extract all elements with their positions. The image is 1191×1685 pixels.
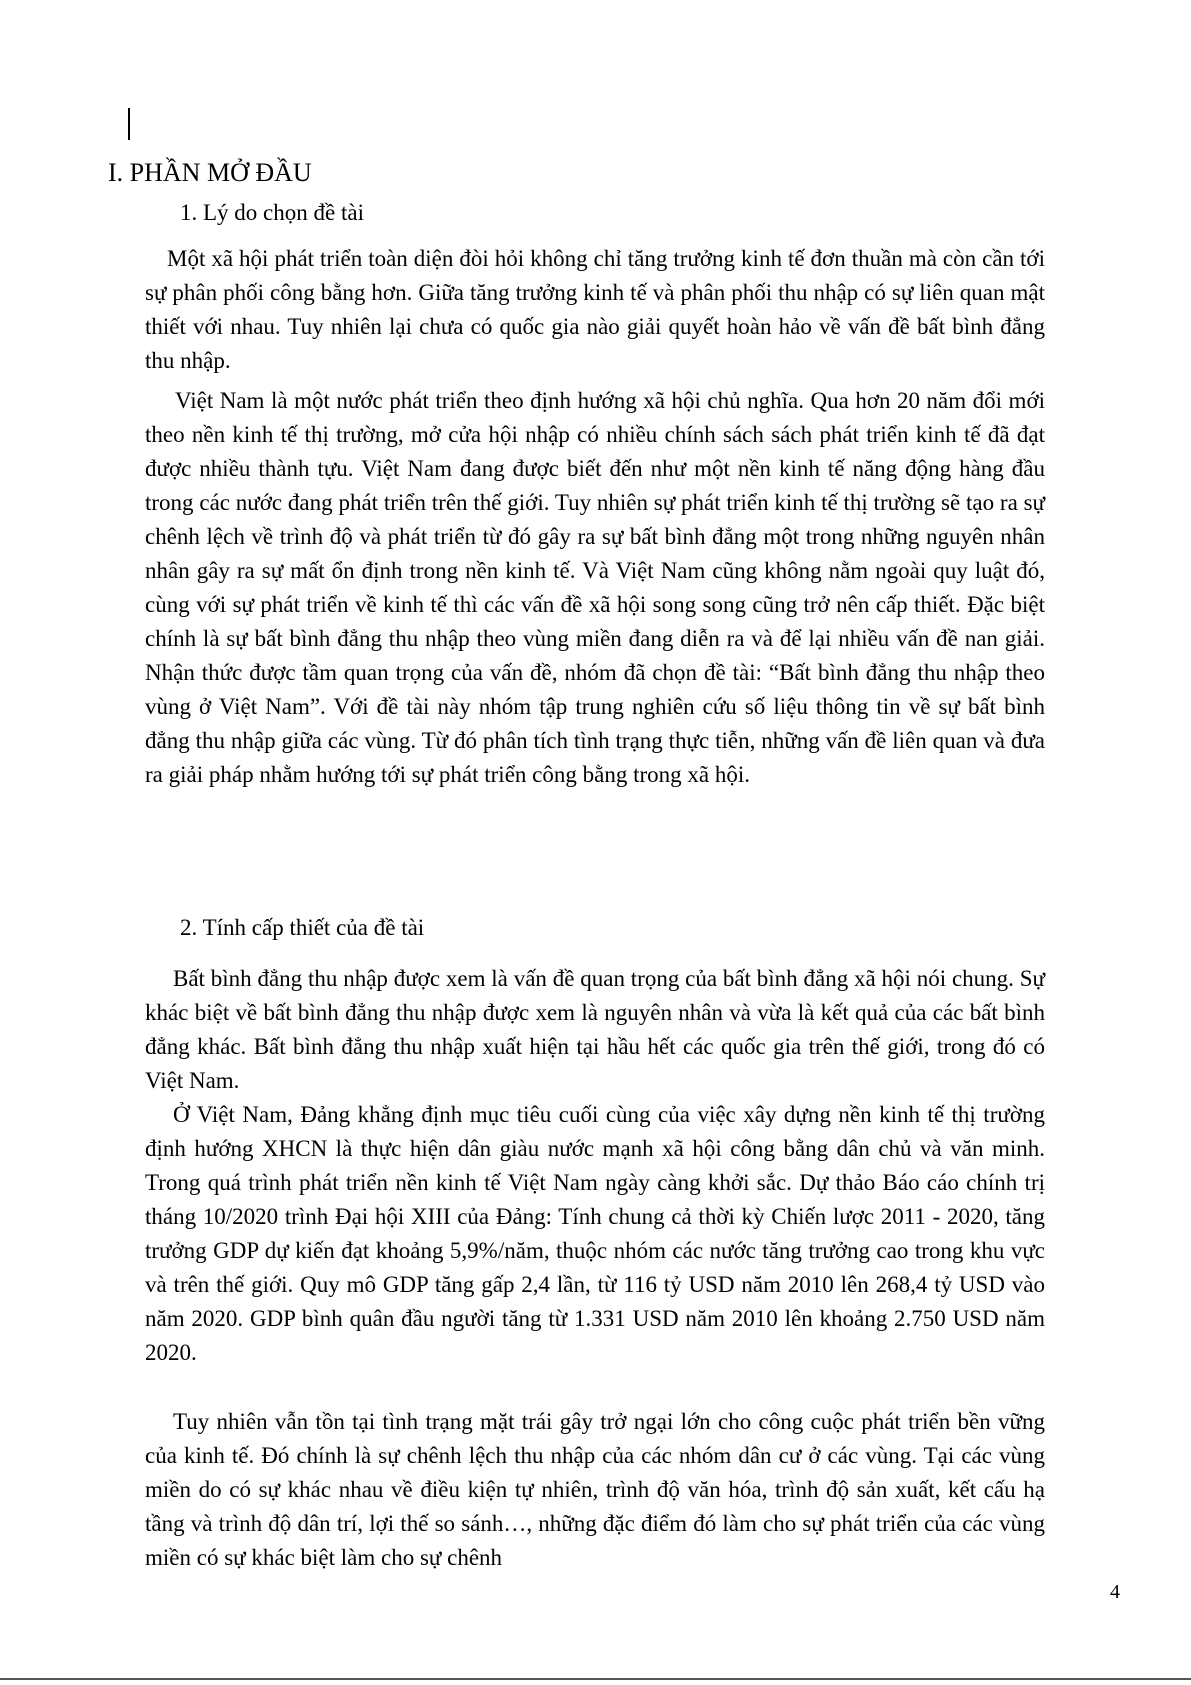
section-heading: I. PHẦN MỞ ĐẦU [108, 158, 312, 187]
paragraph-reason-1: Một xã hội phát triển toàn diện đòi hỏi không chỉ tăng trưởng kinh tế đơn thuần mà còn cần tới sự phân phối công bằng hơn. Giữa tăng trưởng kinh tế và phân phối thu nhập có sự liên quan mật thiết với nhau. Tuy nhiên lại chưa có quốc gia nào giải quyết hoàn hảo về vấn đề bất bình đẳng thu nhập. [145, 246, 1045, 373]
page-bottom-edge [0, 1678, 1191, 1680]
paragraph-reason-2: Việt Nam là một nước phát triển theo định hướng xã hội chủ nghĩa. Qua hơn 20 năm đổi mới theo nền kinh tế thị trường, mở cửa hội nhập có nhiều chính sách sách phát triển kinh tế đã đạt được nhiều thành tựu. Việt Nam đang được biết đến như một nền kinh tế năng động hàng đầu trong các nước đang phát triển trên thế giới. Tuy nhiên sự phát triển kinh tế thị trường sẽ tạo ra sự chênh lệch về trình độ và phát triển từ đó gây ra sự bất bình đẳng một trong những nguyên nhân nhân gây ra sự mất ổn định trong nền kinh tế. Và Việt Nam cũng không nằm ngoài quy luật đó, cùng với sự phát triển về kinh tế thì các vấn đề xã hội song song cũng trở nên cấp thiết. Đặc biệt chính là sự bất bình đẳng thu nhập theo vùng miền đang diễn ra và để lại nhiều vấn đề nan giải. Nhận thức được tầm quan trọng của vấn đề, nhóm đã chọn đề tài: “Bất bình đẳng thu nhập theo vùng ở Việt Nam”. Với đề tài này nhóm tập trung nghiên cứu số liệu thông tin về sự bất bình đẳng thu nhập giữa các vùng. Từ đó phân tích tình trạng thực tiễn, những vấn đề liên quan và đưa ra giải pháp nhằm hướng tới sự phát triển công bằng trong xã hội. [145, 388, 1045, 787]
subsection-title-reason: 1. Lý do chọn đề tài [180, 200, 364, 225]
paragraph-urgency-3: Tuy nhiên vẫn tồn tại tình trạng mặt trái gây trở ngại lớn cho công cuộc phát triển bền vững của kinh tế. Đó chính là sự chênh lệch thu nhập của các nhóm dân cư ở các vùng. Tại các vùng miền do có sự khác nhau về điều kiện tự nhiên, trình độ văn hóa, trình độ sản xuất, kết cấu hạ tầng và trình độ dân trí, lợi thế so sánh…, những đặc điểm đó làm cho sự phát triển của các vùng miền có sự khác biệt làm cho sự chênh [145, 1409, 1045, 1570]
paragraph-urgency-2: Ở Việt Nam, Đảng khẳng định mục tiêu cuối cùng của việc xây dựng nền kinh tế thị trường định hướng XHCN là thực hiện dân giàu nước mạnh xã hội công bằng dân chủ và văn minh. Trong quá trình phát triển nền kinh tế Việt Nam ngày càng khởi sắc. Dự thảo Báo cáo chính trị tháng 10/2020 trình Đại hội XIII của Đảng: Tính chung cả thời kỳ Chiến lược 2011 - 2020, tăng trưởng GDP dự kiến đạt khoảng 5,9%/năm, thuộc nhóm các nước tăng trưởng cao trong khu vực và trên thế giới. Quy mô GDP tăng gấp 2,4 lần, từ 116 tỷ USD năm 2010 lên 268,4 tỷ USD vào năm 2020. GDP bình quân đầu người tăng từ 1.331 USD năm 2010 lên khoảng 2.750 USD năm 2020. [145, 1102, 1045, 1365]
subsection-title-urgency: 2. Tính cấp thiết của đề tài [180, 915, 425, 940]
text-cursor [128, 108, 130, 140]
paragraph-urgency-1: Bất bình đẳng thu nhập được xem là vấn đề quan trọng của bất bình đẳng xã hội nói chung. Sự khác biệt về bất bình đẳng thu nhập được xem là nguyên nhân và vừa là kết quả của các bất bình đẳng khác. Bất bình đẳng thu nhập xuất hiện tại hầu hết các quốc gia trên thế giới, trong đó có Việt Nam. [145, 966, 1045, 1093]
page-number: 4 [1110, 1581, 1120, 1603]
